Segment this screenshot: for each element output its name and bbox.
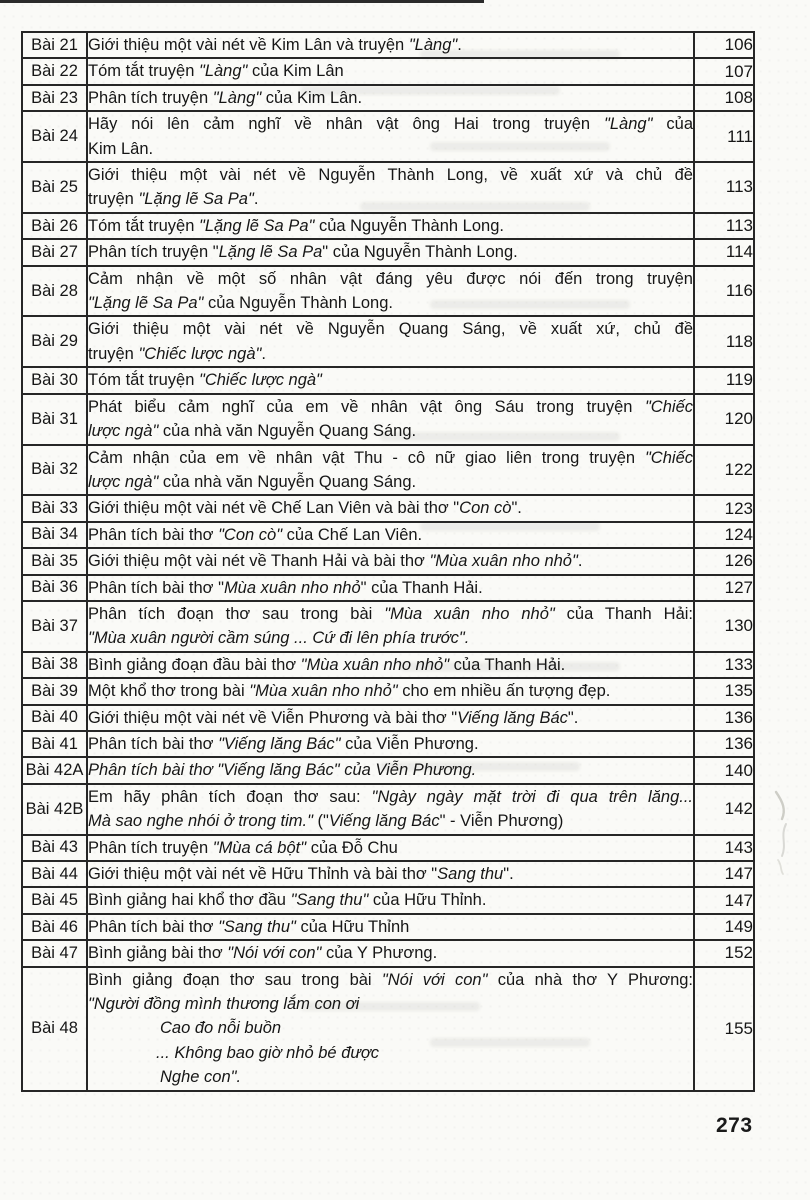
entry-title (87, 445, 694, 496)
toc-row (22, 495, 754, 521)
lesson-number: Bài 40 (22, 705, 87, 731)
work-title-text: "Lặng lẽ Sa Pa" (88, 294, 204, 313)
entry-text: Cảm nhận của em về nhân vật Thu - cô nữ giao liên trong truyện (88, 448, 645, 467)
entry-text: của nhà văn Nguyễn Quang Sáng. (158, 472, 417, 491)
entry-line (88, 214, 693, 238)
work-title-text: "Người đồng mình thương lắm con ơi (88, 995, 360, 1014)
entry-line (88, 706, 693, 730)
entry-title (87, 367, 694, 393)
entry-line (88, 992, 693, 1016)
entry-text: Bình giảng hai khổ thơ đầu (88, 891, 291, 910)
page-ref: 124 (694, 522, 754, 548)
entry-text: Giới thiệu một vài nét về Nguyễn Quang Sáng, về xuất xứ, chủ đề (88, 320, 693, 339)
toc-row (22, 445, 754, 496)
work-title-text: "Ngày ngày mặt trời đi qua trên lăng... (371, 787, 693, 806)
entry-title (87, 861, 694, 887)
toc-row (22, 861, 754, 887)
entry-text: Phân tích bài thơ (88, 734, 219, 753)
entry-text: Tóm tắt truyện (88, 62, 199, 81)
lesson-number: Bài 21 (22, 32, 87, 58)
page-ref: 147 (694, 887, 754, 913)
entry-text: Giới thiệu một vài nét về Chế Lan Viên và bài thơ " (88, 499, 460, 518)
entry-text: Bình giảng đoạn thơ sau trong bài (88, 970, 382, 989)
entry-text: của Kim Lân. (261, 88, 363, 107)
lesson-number: Bài 39 (22, 678, 87, 704)
entry-text: Phân tích bài thơ " (88, 578, 224, 597)
entry-line (88, 496, 693, 520)
toc-row (22, 652, 754, 678)
lesson-number: Bài 41 (22, 731, 87, 757)
entry-text: Giới thiệu một vài nét về Viễn Phương và bài thơ " (88, 708, 458, 727)
toc-row (22, 111, 754, 162)
entry-text: của Thanh Hải. (449, 655, 566, 674)
entry-text: Phân tích truyện (88, 88, 213, 107)
entry-title (87, 316, 694, 367)
entry-line (88, 1041, 693, 1065)
entry-line (88, 419, 693, 443)
entry-title (87, 914, 694, 940)
lesson-number: Bài 32 (22, 445, 87, 496)
entry-line (88, 888, 693, 912)
entry-line (88, 862, 693, 886)
entry-text: truyện (88, 190, 139, 209)
lesson-number: Bài 27 (22, 239, 87, 265)
entry-text: truyện (88, 344, 139, 363)
entry-text: ". (511, 499, 522, 518)
lesson-number: Bài 25 (22, 162, 87, 213)
entry-line (88, 59, 693, 83)
entry-text: của nhà văn Nguyễn Quang Sáng. (158, 422, 417, 441)
page-ref: 107 (694, 58, 754, 84)
entry-line (88, 809, 693, 833)
lesson-number: Bài 34 (22, 522, 87, 548)
toc-row (22, 784, 754, 835)
entry-text: cho em nhiều ấn tượng đẹp. (397, 682, 611, 701)
work-title-text: "Nói với con" (227, 944, 322, 963)
entry-title (87, 940, 694, 966)
toc-row (22, 266, 754, 317)
entry-line (88, 317, 693, 341)
toc-row (22, 914, 754, 940)
entry-text: Tóm tắt truyện (88, 371, 199, 390)
toc-row (22, 367, 754, 393)
page-ref: 116 (694, 266, 754, 317)
entry-title (87, 601, 694, 652)
toc-row (22, 522, 754, 548)
entry-title (87, 239, 694, 265)
page-ref: 126 (694, 548, 754, 574)
work-title-text: Cao đo nỗi buồn (160, 1019, 282, 1038)
entry-text: của Hữu Thỉnh. (368, 891, 487, 910)
work-title-text: "Chiếc (644, 397, 693, 416)
scan-edge-artifact (0, 0, 484, 3)
work-title-text: Phân tích bài thơ "Viếng lăng Bác" của Viễn Phương. (88, 761, 477, 780)
entry-line (88, 395, 693, 419)
work-title-text: "Nói với con" (381, 970, 488, 989)
page-ref: 127 (694, 575, 754, 601)
lesson-number: Bài 26 (22, 213, 87, 239)
entry-title (87, 548, 694, 574)
entry-line (88, 446, 693, 470)
lesson-number: Bài 43 (22, 835, 87, 861)
toc-row (22, 601, 754, 652)
toc-row (22, 887, 754, 913)
page-ref: 149 (694, 914, 754, 940)
toc-row (22, 940, 754, 966)
entry-text: " - Viễn Phương) (439, 812, 564, 831)
entry-text: Phân tích bài thơ (88, 525, 219, 544)
entry-line (88, 653, 693, 677)
entry-text: của Nguyễn Thành Long. (203, 294, 393, 313)
entry-text: . (577, 552, 583, 571)
entry-text: của Chế Lan Viên. (282, 525, 423, 544)
lesson-number: Bài 28 (22, 266, 87, 317)
entry-text: Bình giảng đoạn đầu bài thơ (88, 655, 301, 674)
entry-line (88, 163, 693, 187)
margin-scribble (756, 786, 808, 878)
toc-row (22, 58, 754, 84)
work-title-text: "Làng" (604, 115, 653, 134)
work-title-text: "Chiếc lược ngà" (138, 344, 262, 363)
entry-text: của Viễn Phương. (340, 734, 479, 753)
toc-row (22, 731, 754, 757)
entry-title (87, 678, 694, 704)
entry-text: Giới thiệu một vài nét về Hữu Thỉnh và bài thơ " (88, 865, 438, 883)
page-ref: 140 (694, 757, 754, 783)
work-title-text: "Chiếc (644, 448, 693, 467)
entry-text: Phát biểu cảm nghĩ của em về nhân vật ông Sáu trong truyện (88, 397, 645, 416)
lesson-number: Bài 33 (22, 495, 87, 521)
entry-text: Bình giảng bài thơ (88, 944, 228, 963)
entry-line (88, 86, 693, 110)
page-ref: 130 (694, 601, 754, 652)
entry-title (87, 85, 694, 111)
entry-line (88, 1065, 693, 1089)
toc-row (22, 548, 754, 574)
entry-text: Phân tích bài thơ (88, 917, 219, 936)
entry-line (88, 267, 693, 291)
toc-row (22, 213, 754, 239)
page-ref: 119 (694, 367, 754, 393)
lesson-number: Bài 44 (22, 861, 87, 887)
entry-line (88, 758, 693, 782)
entry-text: " của Nguyễn Thành Long. (322, 243, 518, 262)
lesson-number: Bài 38 (22, 652, 87, 678)
work-title-text: Mà sao nghe nhói ở trong tim." (88, 812, 318, 831)
entry-line (88, 968, 693, 992)
work-title-text: Con cò (459, 499, 512, 518)
work-title-text: "Lặng lẽ Sa Pa" (138, 190, 254, 209)
folio-page-number: 273 (716, 1114, 753, 1137)
entry-text: của Kim Lân (247, 62, 344, 81)
entry-title (87, 394, 694, 445)
work-title-text: ... Không bao giờ nhỏ bé được (156, 1043, 380, 1062)
work-title-text: "Viếng lăng Bác" (218, 734, 341, 753)
work-title-text: "Mùa xuân nho nhỏ" (300, 655, 450, 674)
entry-title (87, 58, 694, 84)
work-title-text: Viếng lăng Bác (457, 708, 568, 727)
entry-title (87, 887, 694, 913)
entry-line (88, 836, 693, 860)
work-title-text: Viếng lăng Bác (328, 812, 440, 831)
page-ref: 113 (694, 213, 754, 239)
entry-text: Tóm tắt truyện (88, 216, 199, 235)
toc-row (22, 835, 754, 861)
work-title-text: lược ngà" (88, 472, 159, 491)
work-title-text: Mùa xuân nho nhỏ (223, 578, 361, 597)
entry-text: Phân tích truyện " (88, 243, 219, 262)
entry-line (88, 240, 693, 264)
entry-line (88, 732, 693, 756)
page-ref: 136 (694, 731, 754, 757)
entry-line (88, 112, 693, 136)
entry-text: " của Thanh Hải. (360, 578, 483, 597)
page-ref: 143 (694, 835, 754, 861)
entry-title (87, 162, 694, 213)
page-ref: 118 (694, 316, 754, 367)
entry-text: Phân tích truyện (88, 838, 213, 857)
work-title-text: "Mùa xuân nho nhỏ" (384, 604, 555, 623)
entry-title (87, 652, 694, 678)
entry-text: Hãy nói lên cảm nghĩ về nhân vật ông Hai trong truyện (88, 115, 605, 134)
page-ref: 136 (694, 705, 754, 731)
work-title-text: "Mùa xuân nho nhỏ" (429, 552, 578, 571)
entry-title (87, 705, 694, 731)
toc-table (21, 31, 755, 1092)
entry-line (88, 941, 693, 965)
entry-title (87, 731, 694, 757)
lesson-number: Bài 30 (22, 367, 87, 393)
lesson-number: Bài 42B (22, 784, 87, 835)
entry-title (87, 575, 694, 601)
toc-row (22, 678, 754, 704)
toc-row (22, 239, 754, 265)
entry-title (87, 111, 694, 162)
entry-text: ". (567, 708, 579, 727)
entry-text: ". (503, 865, 514, 883)
lesson-number: Bài 23 (22, 85, 87, 111)
page-ref: 111 (694, 111, 754, 162)
lesson-number: Bài 37 (22, 601, 87, 652)
page-ref: 122 (694, 445, 754, 496)
work-title-text: "Làng" (408, 36, 458, 54)
entry-title (87, 967, 694, 1091)
lesson-number: Bài 45 (22, 887, 87, 913)
toc-row (22, 394, 754, 445)
entry-line (88, 523, 693, 547)
page-ref: 123 (694, 495, 754, 521)
lesson-number: Bài 31 (22, 394, 87, 445)
page-ref: 106 (694, 32, 754, 58)
work-title-text: "Mùa xuân nho nhỏ" (249, 682, 398, 701)
entry-text: của Hữu Thỉnh (295, 917, 410, 936)
work-title-text: "Con cò" (218, 525, 283, 544)
entry-text: . (253, 190, 259, 209)
page-ref: 108 (694, 85, 754, 111)
entry-line (88, 33, 693, 57)
entry-line (88, 626, 693, 650)
work-title-text: "Chiếc lược ngà" (198, 371, 322, 390)
entry-title (87, 495, 694, 521)
entry-line (88, 291, 693, 315)
entry-title (87, 522, 694, 548)
toc-row (22, 705, 754, 731)
toc-row (22, 85, 754, 111)
toc-row (22, 162, 754, 213)
entry-text: . (261, 344, 266, 363)
entry-text: Giới thiệu một vài nét về Thanh Hải và bài thơ (88, 552, 430, 571)
work-title-text: Lặng lẽ Sa Pa (218, 243, 323, 262)
page-ref: 114 (694, 239, 754, 265)
lesson-number: Bài 46 (22, 914, 87, 940)
entry-line (88, 368, 693, 392)
entry-text: Phân tích đoạn thơ sau trong bài (88, 604, 385, 623)
entry-line (88, 679, 693, 703)
page-ref: 120 (694, 394, 754, 445)
entry-line (88, 470, 693, 494)
lesson-number: Bài 47 (22, 940, 87, 966)
toc-row (22, 575, 754, 601)
entry-line (88, 137, 693, 161)
work-title-text: "Lặng lẽ Sa Pa" (198, 216, 315, 235)
page-ref: 135 (694, 678, 754, 704)
work-title-text: Nghe con". (160, 1068, 242, 1087)
entry-title (87, 784, 694, 835)
page-ref: 147 (694, 861, 754, 887)
entry-text: Giới thiệu một vài nét về Nguyễn Thành Long, về xuất xứ và chủ đề (88, 166, 693, 185)
entry-text: của Y Phương. (321, 944, 438, 963)
entry-line (88, 576, 693, 600)
lesson-number: Bài 22 (22, 58, 87, 84)
entry-text: của Thanh Hải: (554, 604, 693, 623)
entry-line (88, 549, 693, 573)
work-title-text: "Sang thu" (218, 917, 296, 936)
work-title-text: "Sang thu" (290, 891, 369, 910)
lesson-number: Bài 24 (22, 111, 87, 162)
lesson-number: Bài 29 (22, 316, 87, 367)
entry-line (88, 785, 693, 809)
entry-title (87, 266, 694, 317)
entry-text: của Đỗ Chu (306, 838, 398, 857)
entry-line (88, 915, 693, 939)
entry-text: Cảm nhận về một số nhân vật đáng yêu được nói đến trong truyện (88, 269, 693, 288)
lesson-number: Bài 48 (22, 967, 87, 1091)
entry-line (88, 187, 693, 211)
toc-row (22, 316, 754, 367)
work-title-text: "Mùa xuân người cầm súng ... Cứ đi lên phía trước". (88, 629, 470, 648)
work-title-text: Sang thu (437, 865, 504, 883)
entry-title (87, 213, 694, 239)
work-title-text: "Làng" (212, 88, 262, 107)
entry-text: của (652, 115, 693, 134)
page-ref: 152 (694, 940, 754, 966)
entry-title (87, 757, 694, 783)
entry-text: Kim Lân. (88, 139, 154, 158)
entry-line (88, 1016, 693, 1040)
entry-text: Giới thiệu một vài nét về Kim Lân và truyện (88, 36, 409, 54)
page-ref: 133 (694, 652, 754, 678)
entry-line (88, 342, 693, 366)
entry-text: Em hãy phân tích đoạn thơ sau: (88, 787, 372, 806)
lesson-number: Bài 35 (22, 548, 87, 574)
work-title-text: "Mùa cá bột" (212, 838, 307, 857)
entry-line (88, 602, 693, 626)
entry-text: của Nguyễn Thành Long. (314, 216, 504, 235)
entry-text: (" (317, 812, 329, 831)
entry-title (87, 32, 694, 58)
page-ref: 155 (694, 967, 754, 1091)
lesson-number: Bài 36 (22, 575, 87, 601)
work-title-text: lược ngà" (88, 422, 159, 441)
toc-rows (22, 32, 754, 1091)
toc-row (22, 757, 754, 783)
entry-title (87, 835, 694, 861)
entry-text: . (457, 36, 462, 54)
entry-text: Một khổ thơ trong bài (88, 682, 250, 701)
page-ref: 142 (694, 784, 754, 835)
work-title-text: "Làng" (198, 62, 248, 81)
lesson-number: Bài 42A (22, 757, 87, 783)
page-ref: 113 (694, 162, 754, 213)
toc-row (22, 32, 754, 58)
toc-row (22, 967, 754, 1091)
entry-text: của nhà thơ Y Phương: (487, 970, 693, 989)
